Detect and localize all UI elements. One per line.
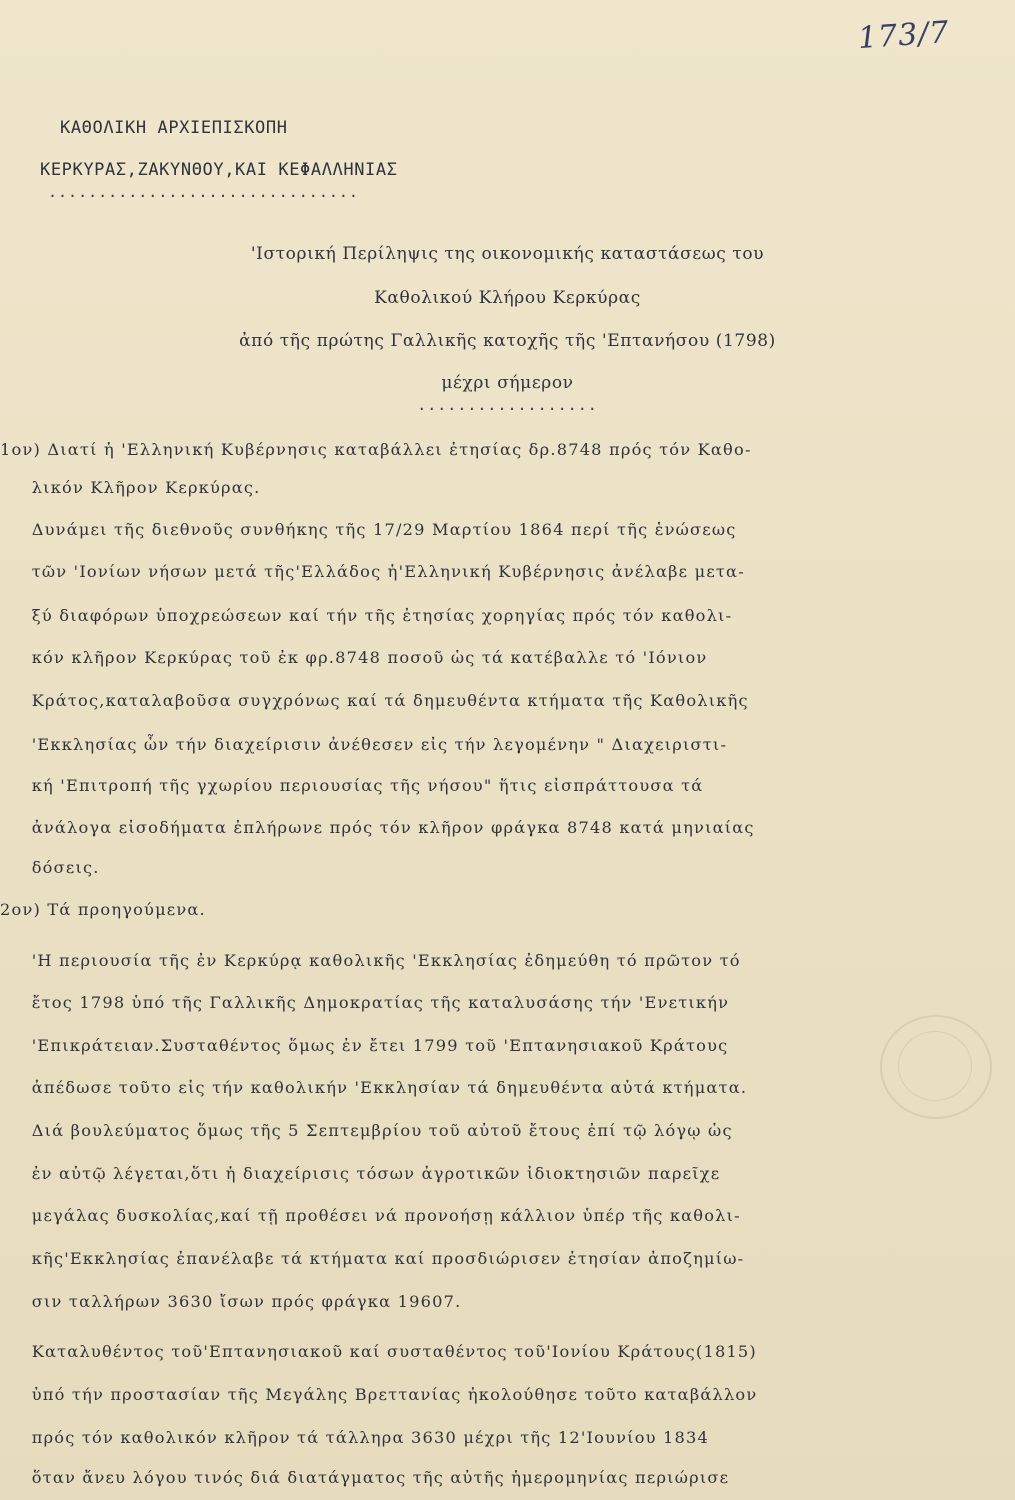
title-line-2: Καθολικού Κλήρου Κερκύρας (374, 288, 641, 308)
header-line-1: ΚΑΘΟΛΙΚΗ ΑΡΧΙΕΠΙΣΚΟΠΗ (60, 118, 288, 138)
title-line-4: μέχρι σήμερον (441, 373, 574, 393)
body-line: μεγάλας δυσκολίας,καί τῇ προθέσει νά προνοήσῃ κάλλιον ὑπέρ τῆς καθολι- (0, 1206, 741, 1225)
body-line: 'Εκκλησίας ὧν τήν διαχείρισιν ἀνέθεσεν εἰς τήν λεγομένην " Διαχειριστι- (0, 735, 728, 754)
body-line: λικόν Κλῆρον Κερκύρας. (0, 478, 261, 497)
title-line-1: 'Ιστορική Περίληψις της οικονομικής καταστάσεως του (250, 244, 765, 264)
body-line: 2ον) Τά προηγούμενα. (0, 900, 206, 919)
body-line: τῶν 'Ιονίων νήσων μετά τῆς'Ελλάδος ἡ'Ελληνική Κυβέρνησις ἀνέλαβε μετα- (0, 562, 745, 581)
body-line: κή 'Επιτροπή τῆς γχωρίου περιουσίας τῆς νήσου" ἥτις εἰσπράττουσα τά (0, 776, 704, 795)
body-line: 'Η περιουσία τῆς ἐν Κερκύρᾳ καθολικῆς 'Εκκλησίας ἐδημεύθη τό πρῶτον τό (0, 951, 741, 970)
body-line: Διά βουλεύματος ὅμως τῆς 5 Σεπτεμβρίου τοῦ αὐτοῦ ἔτους ἐπί τῷ λόγῳ ὡς (0, 1121, 733, 1140)
title-rule: .................. (417, 396, 598, 414)
body-line: ἀπέδωσε τοῦτο εἰς τήν καθολικήν 'Εκκλησίαν τά δημευθέντα αὐτά κτήματα. (0, 1078, 748, 1097)
handwritten-reference: 173/7 (856, 14, 951, 57)
body-line: δόσεις. (0, 858, 100, 877)
body-line: ἀνάλογα εἰσοδήματα ἐπλήρωνε πρός τόν κλῆρον φράγκα 8748 κατά μηνιαίας (0, 818, 755, 837)
body-line: κῆς'Εκκλησίας ἐπανέλαβε τά κτήματα καί προσδιώρισεν ἐτησίαν ἀποζημίω- (0, 1249, 745, 1268)
header-rule: ............................... (48, 183, 359, 201)
body-line: Καταλυθέντος τοῦ'Επτανησιακοῦ καί συσταθέντος τοῦ'Ιονίου Κράτους(1815) (0, 1342, 757, 1361)
body-line: κόν κλῆρον Κερκύρας τοῦ ἐκ φρ.8748 ποσοῦ ὡς τά κατέβαλλε τό 'Ιόνιον (0, 648, 708, 667)
body-line: ὑπό τήν προστασίαν τῆς Μεγάλης Βρεττανίας ἠκολούθησε τοῦτο καταβάλλον (0, 1385, 758, 1404)
faded-stamp (880, 1015, 992, 1119)
title-line-3: ἀπό τῆς πρώτης Γαλλικῆς κατοχῆς τῆς 'Επτανήσου (1798) (239, 331, 776, 351)
body-line: Δυνάμει τῆς διεθνοῦς συνθήκης τῆς 17/29 Μαρτίου 1864 περί τῆς ἑνώσεως (0, 520, 737, 539)
body-line: πρός τόν καθολικόν κλῆρον τά τάλληρα 3630 μέχρι τῆς 12'Ιουνίου 1834 (0, 1428, 710, 1447)
body-line: 'Επικράτειαν.Συσταθέντος ὅμως ἐν ἔτει 1799 τοῦ 'Επτανησιακοῦ Κράτους (0, 1036, 729, 1055)
body-line: ὅταν ἄνευ λόγου τινός διά διατάγματος τῆς αὐτῆς ἡμερομηνίας περιώρισε (0, 1468, 730, 1487)
body-line: σιν ταλλήρων 3630 ἴσων πρός φράγκα 19607. (0, 1292, 462, 1311)
body-line: Κράτος,καταλαβοῦσα συγχρόνως καί τά δημευθέντα κτήματα τῆς Καθολικῆς (0, 691, 749, 710)
body-line: ἐν αὐτῷ λέγεται,ὅτι ἡ διαχείρισις τόσων ἀγροτικῶν ἰδιοκτησιῶν παρεῖχε (0, 1164, 721, 1183)
body-line: ξύ διαφόρων ὑποχρεώσεων καί τήν τῆς ἐτησίας χορηγίας πρός τόν καθολι- (0, 606, 733, 625)
body-line: 1ον) Διατί ἡ 'Ελληνική Κυβέρνησις καταβάλλει ἐτησίας δρ.8748 πρός τόν Καθο- (0, 440, 752, 459)
header-line-2: ΚΕΡΚΥΡΑΣ,ΖΑΚΥΝΘΟΥ,ΚΑΙ ΚΕΦΑΛΛΗΝΙΑΣ (40, 160, 398, 180)
body-line: ἔτος 1798 ὑπό τῆς Γαλλικῆς Δημοκρατίας τῆς καταλυσάσης τήν 'Ενετικήν (0, 993, 730, 1012)
